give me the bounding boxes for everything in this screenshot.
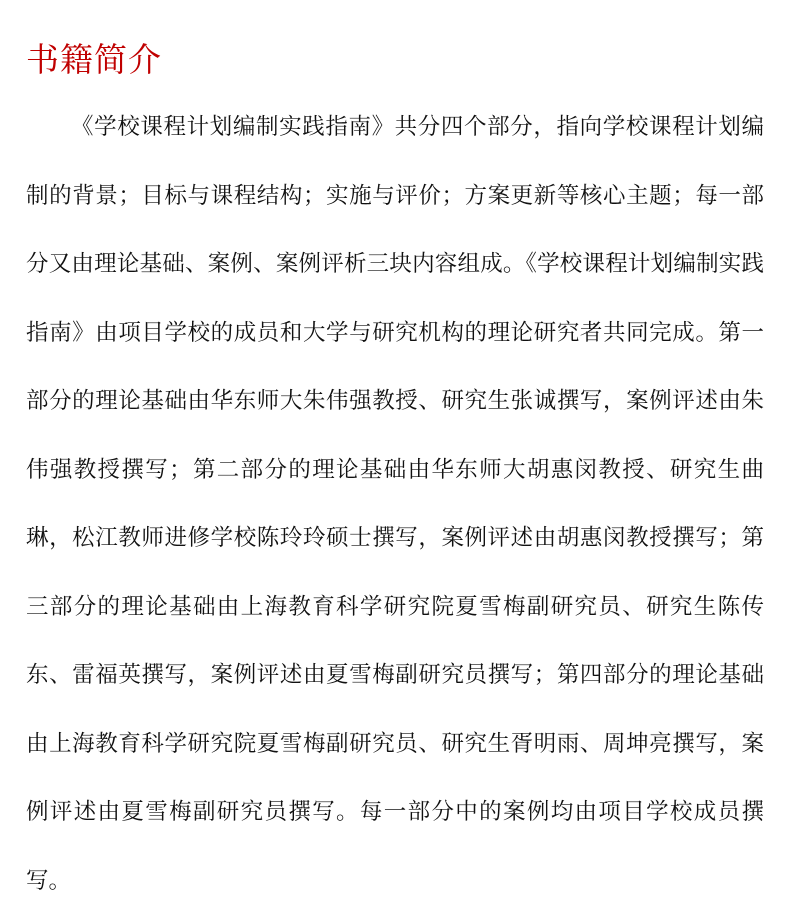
book-intro-section — [26, 0, 764, 915]
intro-paragraph: 《学校课程计划编制实践指南》共分四个部分，指向学校课程计划编制的背景；目标与课程结构；实施与评价；方案更新等核心主题；每一部分又由理论基础、案例、案例评析三块内容组成。《学校课程计划编制实践指南》由项目学校的成员和大学与研究机构的理论研究者共同完成。第一部分的理论基础由华东师大朱伟强教授、研究生张诚撰写，案例评述由朱伟强教授撰写；第二部分的理论基础由华东师大胡惠闵教授、研究生曲琳，松江教师进修学校陈玲玲硕士撰写，案例评述由胡惠闵教授撰写；第三部分的理论基础由上海教育科学研究院夏雪梅副研究员、研究生陈传东、雷福英撰写，案例评述由夏雪梅副研究员撰写；第四部分的理论基础由上海教育科学研究院夏雪梅副研究员、研究生胥明雨、周坤亮撰写，案例评述由夏雪梅副研究员撰写。每一部分中的案例均由项目学校成员撰写。 — [26, 114, 764, 894]
section-title: 书籍简介 — [26, 40, 162, 79]
